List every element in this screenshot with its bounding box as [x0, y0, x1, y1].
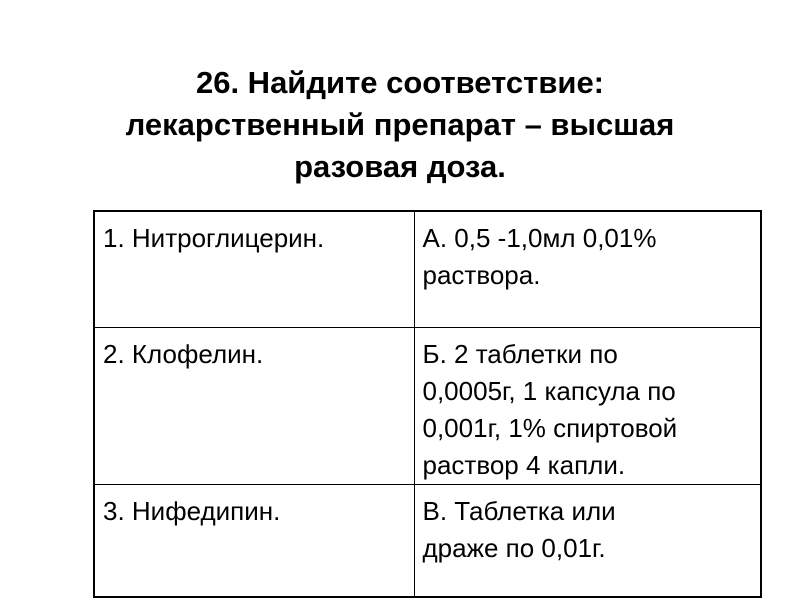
drug-name: 3. Нифедипин.: [103, 495, 281, 526]
dose-line: Б. 2 таблетки по: [422, 338, 618, 369]
dose-cell: [414, 327, 761, 484]
drug-name: 1. Нитроглицерин.: [103, 223, 325, 253]
dose-line: 0,001г, 1% спиртовой: [422, 412, 678, 443]
slide-title-line: разовая доза.: [294, 149, 506, 184]
drug-cell: [94, 327, 414, 484]
drug-cell: [94, 211, 414, 327]
table-row: [94, 327, 761, 484]
drug-name: 2. Клофелин.: [103, 338, 264, 369]
table-row: [94, 484, 761, 597]
dose-line: А. 0,5 -1,0мл 0,01%: [422, 223, 657, 253]
dose-cell: [414, 211, 761, 327]
slide-title: [60, 62, 740, 188]
table-row: [94, 211, 761, 327]
slide-title-line: 26. Найдите соответствие:: [195, 65, 605, 100]
dose-line: раствор 4 капли.: [422, 449, 626, 480]
slide-title-line: лекарственный препарат – высшая: [125, 107, 675, 142]
dose-line: 0,0005г, 1 капсула по: [422, 375, 676, 406]
dose-line: В. Таблетка или: [422, 495, 616, 526]
matching-table: [93, 210, 762, 598]
dose-line: раствора.: [422, 260, 541, 290]
dose-line: драже по 0,01г.: [422, 532, 606, 563]
drug-cell: [94, 484, 414, 597]
dose-cell: [414, 484, 761, 597]
